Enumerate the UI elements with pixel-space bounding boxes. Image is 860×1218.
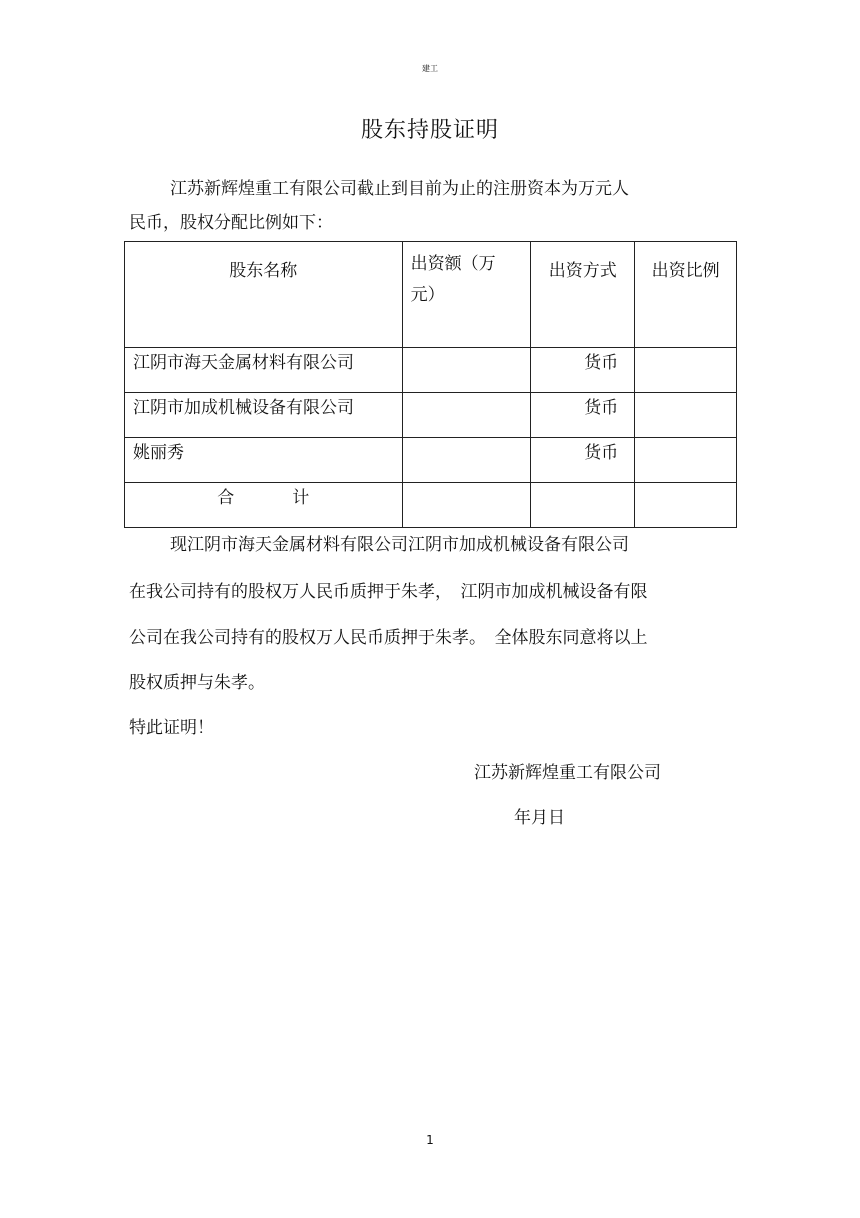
row-mode: 货币 [531,348,635,393]
shareholder-table [124,241,737,528]
row-amount [402,348,531,393]
row-ratio [635,348,737,393]
header-amount-line-1: 出资额（万 [410,254,496,274]
body-line-1: 现江阴市海天金属材料有限公司江阴市加成机械设备有限公司 [170,535,629,555]
row-amount [402,393,531,438]
row-shareholder-name: 江阴市加成机械设备有限公司 [125,393,403,438]
closing-statement: 特此证明！ [129,718,214,738]
total-amount [402,483,531,528]
table-header-row [125,242,737,348]
table-row [125,438,737,483]
page-header: 建工 [422,64,438,73]
row-ratio [635,438,737,483]
row-amount [402,438,531,483]
row-mode: 货币 [531,393,635,438]
intro-line-2: 民币，股权分配比例如下： [129,213,333,233]
header-shareholder-name: 股东名称 [125,242,403,348]
row-mode: 货币 [531,438,635,483]
total-mode [531,483,635,528]
row-ratio [635,393,737,438]
row-shareholder-name: 姚丽秀 [125,438,403,483]
table-row [125,393,737,438]
header-amount-line-2: 元） [410,285,445,305]
page-number: 1 [426,1133,434,1147]
table-total-row [125,483,737,528]
row-shareholder-name: 江阴市海天金属材料有限公司 [125,348,403,393]
total-ratio [635,483,737,528]
header-contribution-mode: 出资方式 [531,242,635,348]
header-contribution-amount [402,242,531,348]
total-label: 合计 [125,483,403,528]
signature-date: 年月日 [514,808,565,828]
signature-company: 江苏新辉煌重工有限公司 [474,763,661,783]
body-line-4: 股权质押与朱孝。 [129,673,265,693]
intro-line-1: 江苏新辉煌重工有限公司截止到目前为止的注册资本为万元人 [170,179,629,199]
header-contribution-ratio: 出资比例 [635,242,737,348]
table-row [125,348,737,393]
document-title: 股东持股证明 [360,118,499,143]
body-line-3: 公司在我公司持有的股权万人民币质押于朱孝。 全体股东同意将以上 [129,628,648,648]
body-line-2: 在我公司持有的股权万人民币质押于朱孝， 江阴市加成机械设备有限 [129,582,648,602]
